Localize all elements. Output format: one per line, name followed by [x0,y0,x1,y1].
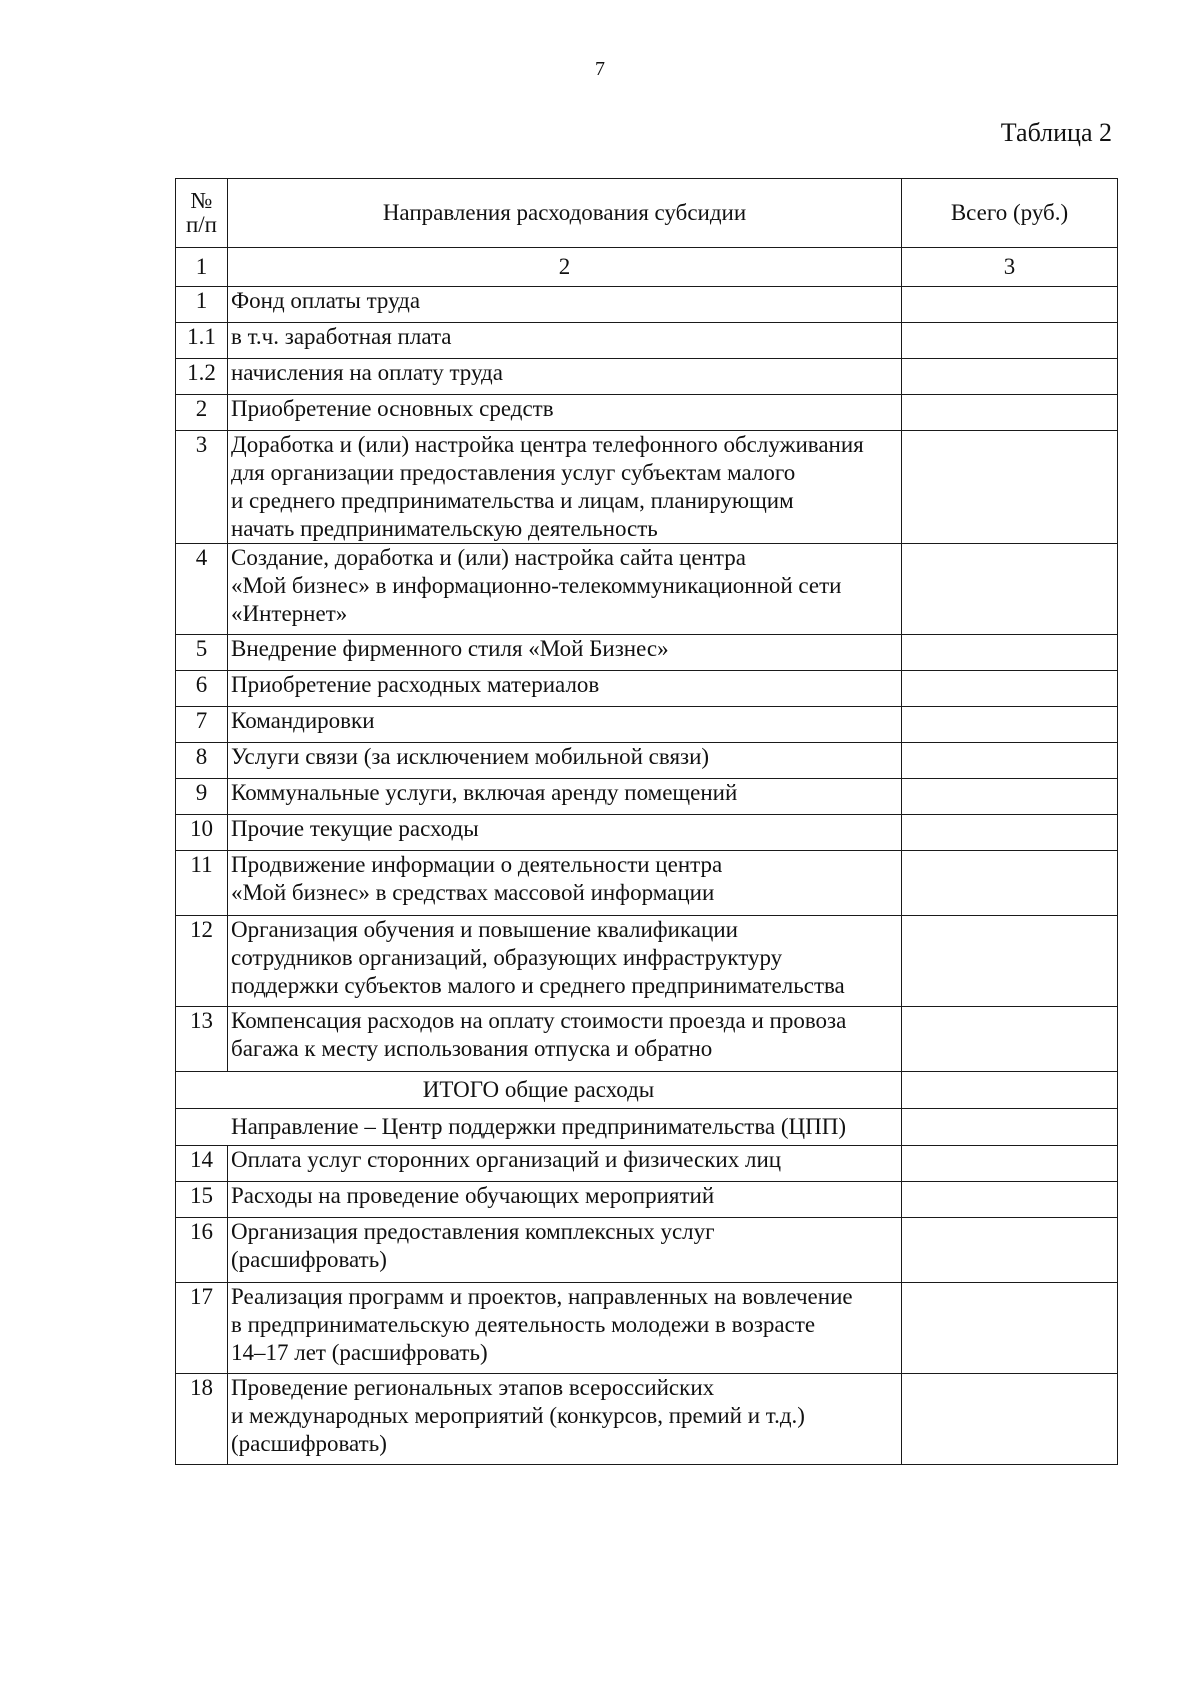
row-number: 16 [176,1218,228,1283]
row-direction-line: «Мой бизнес» в информационно-телекоммуникационной сети [231,573,842,598]
table-row [176,916,1118,1007]
header-num [176,179,228,248]
row-direction-line: Приобретение расходных материалов [231,672,600,697]
row-total-cell[interactable] [902,431,1118,544]
row-direction-line: Оплата услуг сторонних организаций и физических лиц [231,1147,782,1172]
table-header-row [176,179,1118,248]
row-number: 1.2 [176,359,228,395]
row-direction-line: Коммунальные услуги, включая аренду помещений [231,780,738,805]
row-total-cell[interactable] [902,544,1118,635]
row-direction [228,916,902,1007]
row-direction-line: багажа к месту использования отпуска и обратно [231,1036,713,1061]
row-direction-line: начисления на оплату труда [231,360,503,385]
row-direction-line: поддержки субъектов малого и среднего предпринимательства [231,973,845,998]
table-row [176,395,1118,431]
row-number: 8 [176,743,228,779]
row-direction-line: Внедрение фирменного стиля «Мой Бизнес» [231,636,669,661]
row-direction-line: Доработка и (или) настройка центра телефонного обслуживания [231,432,864,457]
column-number-3: 3 [902,248,1118,287]
column-number-2: 2 [228,248,902,287]
row-direction [228,851,902,916]
row-direction-line: в т.ч. заработная плата [231,324,452,349]
subsidy-expenses-table [175,178,1118,1465]
row-direction-line: начать предпринимательскую деятельность [231,516,658,541]
table-row [176,359,1118,395]
row-direction [228,1007,902,1072]
row-number: 15 [176,1182,228,1218]
row-number: 5 [176,635,228,671]
row-direction [228,707,902,743]
row-direction-line: для организации предоставления услуг субъектам малого [231,460,796,485]
row-number: 4 [176,544,228,635]
row-total-cell[interactable] [902,916,1118,1007]
table-row [176,1182,1118,1218]
row-direction-line: Организация обучения и повышение квалификации [231,917,738,942]
row-total-cell[interactable] [902,707,1118,743]
row-total-cell[interactable] [902,635,1118,671]
row-total-cell[interactable] [902,671,1118,707]
row-direction [228,635,902,671]
row-total-cell[interactable] [902,1218,1118,1283]
row-direction [228,1283,902,1374]
row-direction [228,323,902,359]
row-direction-line: Реализация программ и проектов, направленных на вовлечение [231,1284,853,1309]
row-direction [228,1218,902,1283]
header-total: Всего (руб.) [902,179,1118,248]
table-caption: Таблица 2 [1000,118,1112,147]
row-direction-line: Фонд оплаты труда [231,288,421,313]
total-row-total-cell[interactable] [902,1072,1118,1109]
row-direction-line: Командировки [231,708,375,733]
row-direction-line: Расходы на проведение обучающих мероприятий [231,1183,715,1208]
section-row-cpp-total-cell[interactable] [902,1109,1118,1146]
row-total-cell[interactable] [902,743,1118,779]
row-direction-line: «Мой бизнес» в средствах массовой информации [231,880,715,905]
table-row [176,1007,1118,1072]
row-number: 1.1 [176,323,228,359]
header-direction: Направления расходования субсидии [228,179,902,248]
row-direction-line: Компенсация расходов на оплату стоимости проезда и провоза [231,1008,847,1033]
total-row-label: ИТОГО общие расходы [176,1072,902,1109]
row-number: 11 [176,851,228,916]
row-direction [228,1146,902,1182]
row-direction [228,395,902,431]
row-direction-line: (расшифровать) [231,1247,387,1272]
row-direction-line: Организация предоставления комплексных услуг [231,1219,715,1244]
row-direction-line: Проведение региональных этапов всероссийских [231,1375,715,1400]
row-direction-line: Создание, доработка и (или) настройка сайта центра [231,545,746,570]
page-number: 7 [595,58,605,80]
section-row-cpp-label: Направление – Центр поддержки предпринимательства (ЦПП) [176,1109,902,1146]
table-row [176,1374,1118,1465]
row-direction-line: Прочие текущие расходы [231,816,479,841]
row-total-cell[interactable] [902,1182,1118,1218]
row-number: 6 [176,671,228,707]
row-total-cell[interactable] [902,1374,1118,1465]
row-direction [228,671,902,707]
row-direction [228,743,902,779]
column-number-1: 1 [176,248,228,287]
table-row [176,851,1118,916]
row-number: 17 [176,1283,228,1374]
row-total-cell[interactable] [902,395,1118,431]
row-number: 14 [176,1146,228,1182]
row-direction-line: в предпринимательскую деятельность молодежи в возрасте [231,1312,816,1337]
row-number: 2 [176,395,228,431]
table-row [176,1283,1118,1374]
row-direction-line: и среднего предпринимательства и лицам, планирующим [231,488,794,513]
row-direction [228,544,902,635]
table-row [176,671,1118,707]
table-row [176,635,1118,671]
row-direction [228,815,902,851]
table-row [176,544,1118,635]
row-number: 3 [176,431,228,544]
row-direction-line: Услуги связи (за исключением мобильной связи) [231,744,710,769]
table-row [176,779,1118,815]
row-direction [228,1374,902,1465]
row-direction-line: и международных мероприятий (конкурсов, премий и т.д.) [231,1403,805,1428]
column-number-row [176,248,1118,287]
row-direction-line: 14–17 лет (расшифровать) [231,1340,488,1365]
table-row [176,287,1118,323]
row-total-cell[interactable] [902,779,1118,815]
row-number: 13 [176,1007,228,1072]
row-total-cell[interactable] [902,1283,1118,1374]
row-direction [228,287,902,323]
row-direction-line: Приобретение основных средств [231,396,554,421]
row-number: 9 [176,779,228,815]
row-number: 7 [176,707,228,743]
row-number: 1 [176,287,228,323]
row-total-cell[interactable] [902,1146,1118,1182]
row-total-cell[interactable] [902,851,1118,916]
row-total-cell[interactable] [902,287,1118,323]
row-direction [228,779,902,815]
table-row [176,707,1118,743]
row-total-cell[interactable] [902,323,1118,359]
row-number: 10 [176,815,228,851]
row-total-cell[interactable] [902,1007,1118,1072]
row-total-cell[interactable] [902,815,1118,851]
row-direction-line: «Интернет» [231,601,348,626]
row-direction-line: (расшифровать) [231,1431,387,1456]
row-direction [228,431,902,544]
header-num-line1: № [190,188,213,213]
table-row [176,431,1118,544]
total-row [176,1072,1118,1109]
table-row [176,743,1118,779]
table-row [176,1218,1118,1283]
row-direction [228,359,902,395]
table-row [176,815,1118,851]
row-direction-line: Продвижение информации о деятельности центра [231,852,723,877]
section-row-cpp [176,1109,1118,1146]
table-row [176,1146,1118,1182]
row-direction-line: сотрудников организаций, образующих инфраструктуру [231,945,783,970]
row-direction [228,1182,902,1218]
row-total-cell[interactable] [902,359,1118,395]
table-row [176,323,1118,359]
row-number: 18 [176,1374,228,1465]
header-num-line2: п/п [185,212,217,237]
row-number: 12 [176,916,228,1007]
